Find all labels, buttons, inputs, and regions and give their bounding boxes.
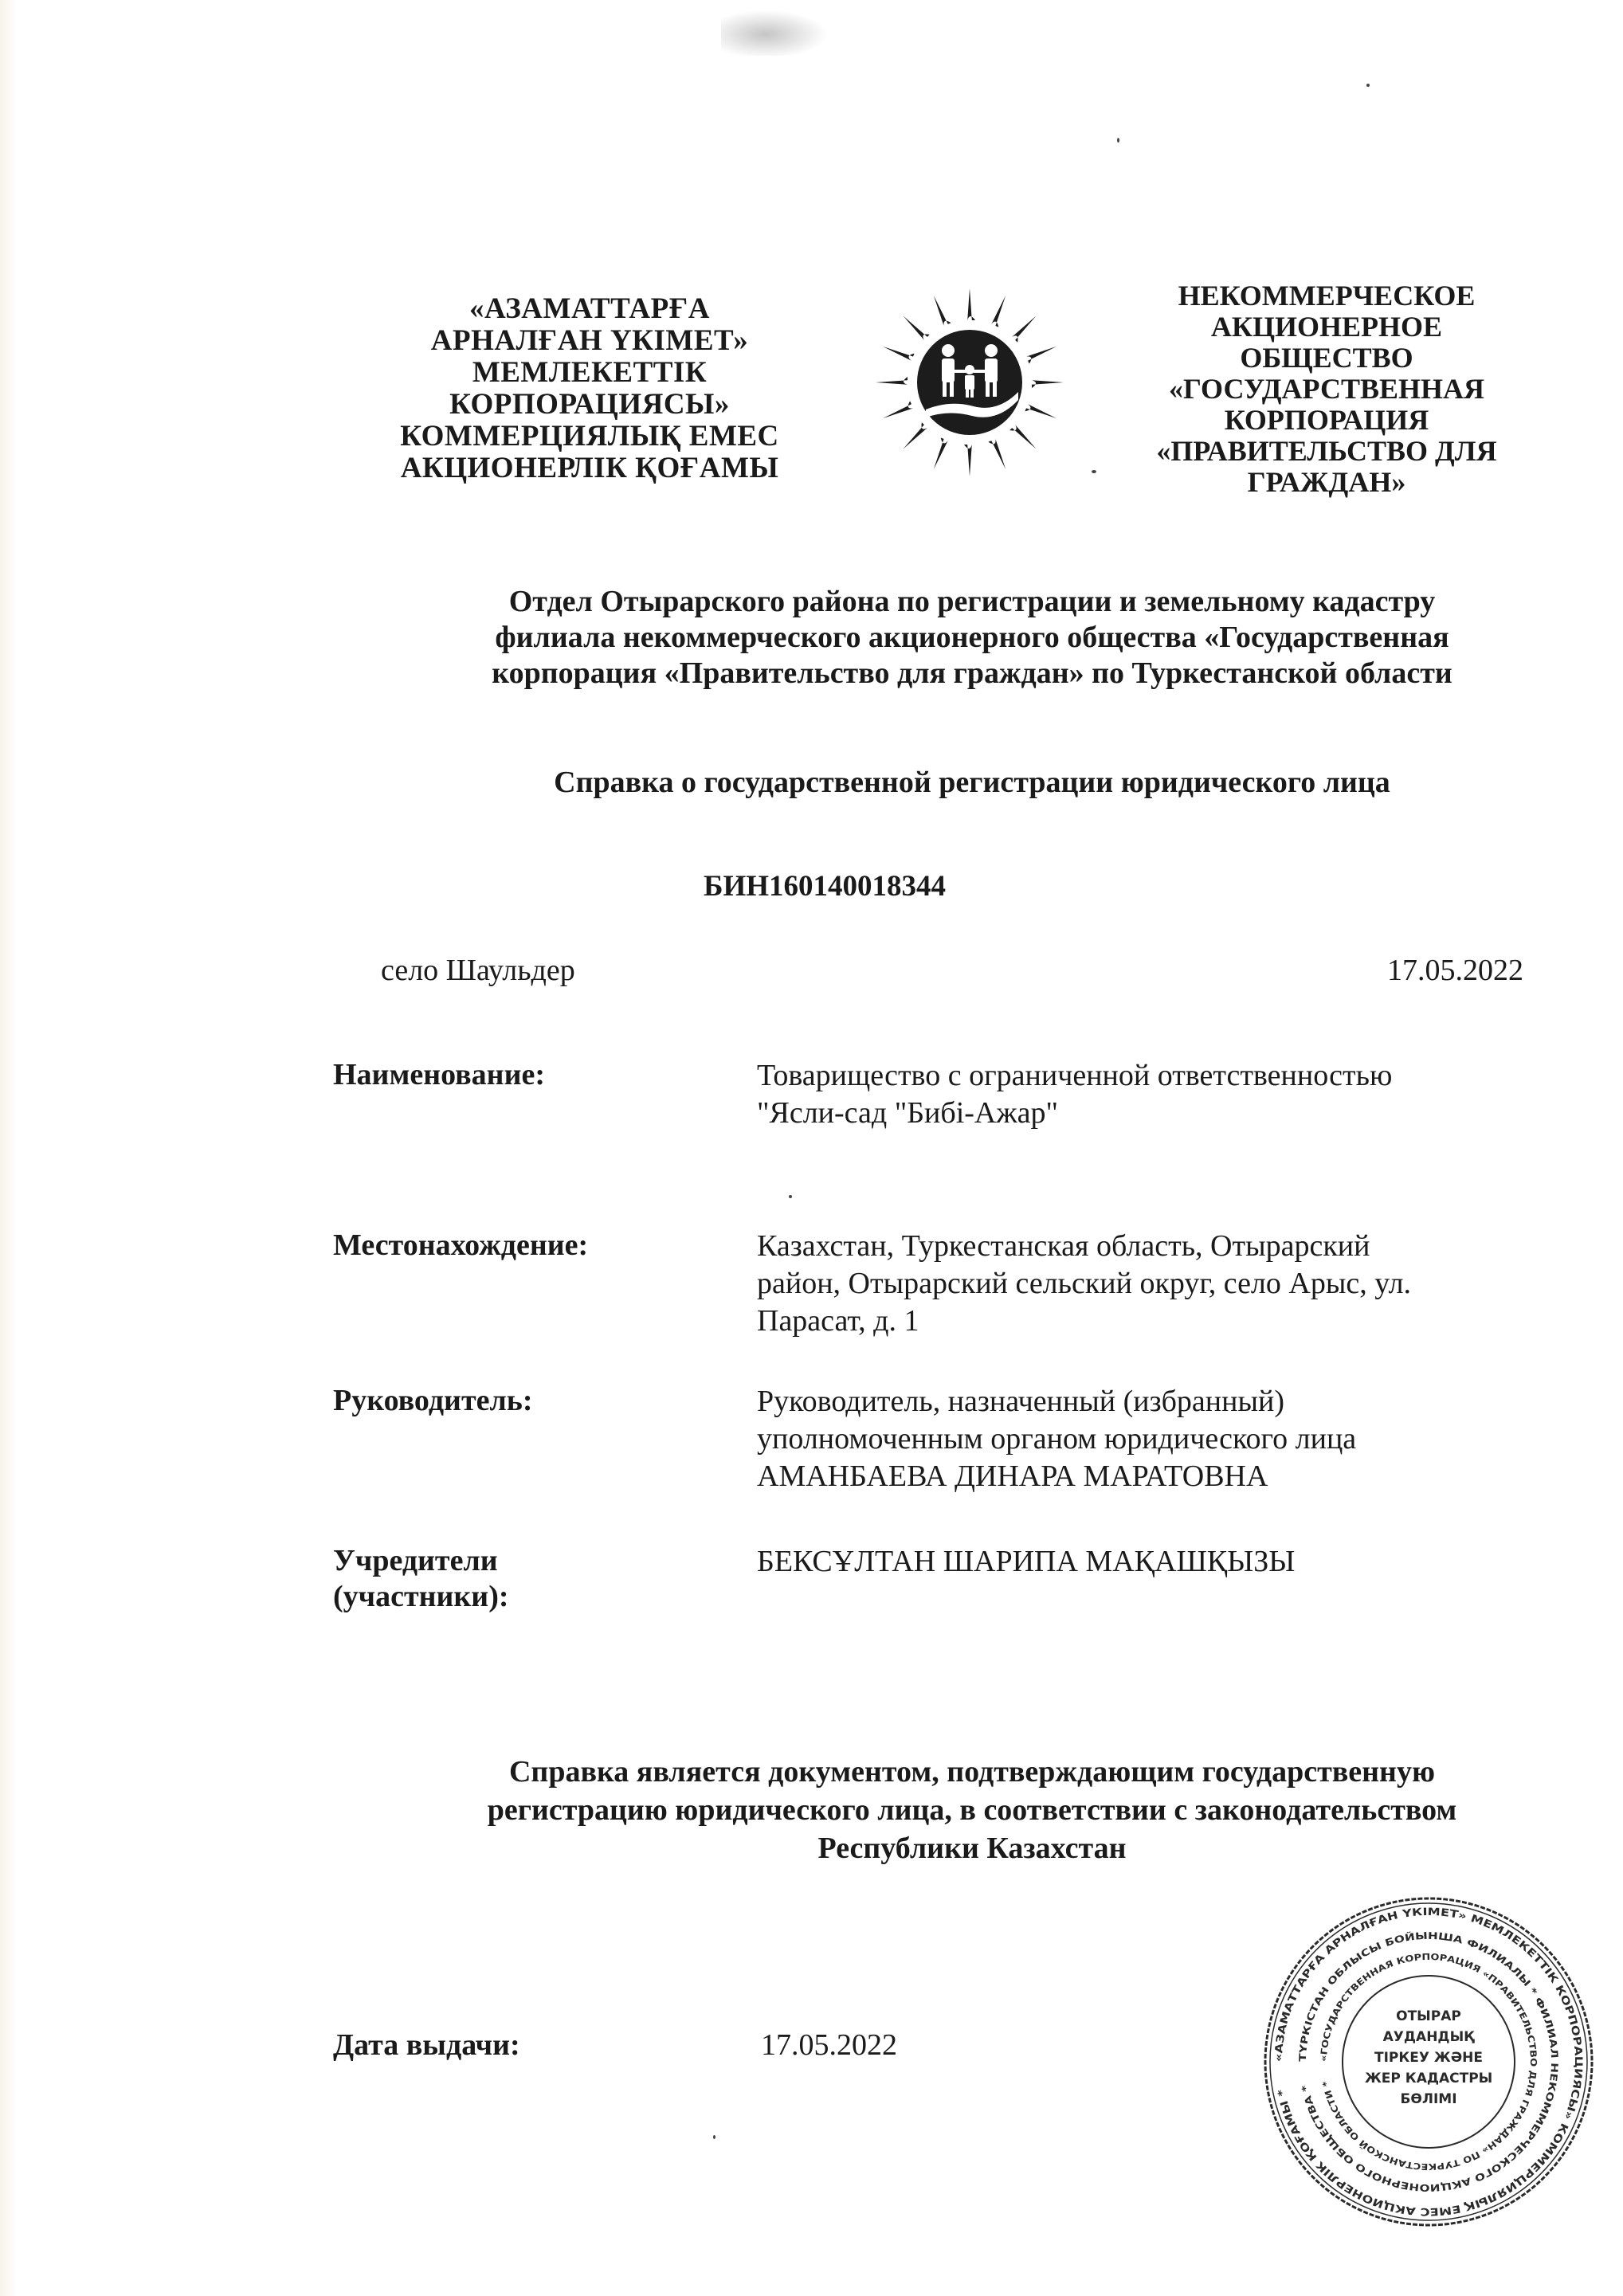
seal-middle-ring-text: ТҮРКІСТАН ОБЛЫСЫ БОЙЫНША ФИЛИАЛЫ * ФИЛИАЛ НЕКОММЕРЧЕСКОГО АКЦИОНЕРНОГО ОБЩЕСТВА * bbox=[1296, 1930, 1561, 2194]
issuing-department bbox=[183, 584, 1623, 692]
closing-line: Справка является документом, подтверждающим государственную bbox=[508, 1755, 1435, 1789]
header-line: «АЗАМАТТАРҒА bbox=[468, 292, 711, 325]
header-line: АКЦИОНЕРЛІК ҚОҒАМЫ bbox=[400, 452, 779, 484]
document-date: 17.05.2022 bbox=[1387, 954, 1523, 987]
seal-center-line: ЖЕР КАДАСТРЫ bbox=[1365, 2071, 1493, 2086]
sun-ray bbox=[934, 437, 948, 469]
field-label bbox=[333, 1543, 747, 1615]
department-line: корпорация «Правительство для граждан» по Туркестанской области bbox=[492, 656, 1452, 690]
scan-edge bbox=[0, 0, 18, 2296]
field-label: Местонахождение: bbox=[333, 1228, 589, 1262]
closing-line: регистрацию юридического лица, в соответствии с законодательством bbox=[487, 1793, 1457, 1827]
header-line: ОБЩЕСТВО bbox=[1240, 342, 1413, 374]
seal-center-line: БӨЛІМІ bbox=[1400, 2091, 1457, 2107]
header-russian-org-name bbox=[1111, 280, 1542, 498]
sun-ray bbox=[883, 347, 915, 361]
sun-ray bbox=[964, 445, 972, 476]
value-line: Товарищество с ограниченной ответственностью bbox=[757, 1059, 1393, 1092]
sun-ray bbox=[967, 288, 975, 320]
value-line: район, Отырарский сельский округ, село Арыс, ул. bbox=[757, 1267, 1412, 1300]
closing-line: Республики Казахстан bbox=[817, 1832, 1127, 1865]
issue-date-value: 17.05.2022 bbox=[761, 2028, 897, 2062]
scan-speck bbox=[1366, 84, 1370, 87]
value-line: Казахстан, Туркестанская область, Отырарский bbox=[757, 1229, 1370, 1263]
header-line: АКЦИОНЕРНОЕ bbox=[1210, 311, 1443, 343]
header-line: ГРАЖДАН» bbox=[1247, 466, 1406, 498]
seal-outer-ring-text: «АЗАМАТТАРҒА АРНАЛҒАН ҮКІМЕТ» МЕМЛЕКЕТТІК КОРПОРАЦИЯСЫ» КОММЕРЦИЯЛЫҚ ЕМЕС АКЦИОНЕРЛІК ҚОҒАМЫ * bbox=[1272, 1906, 1585, 2218]
field-label: Руководитель: bbox=[333, 1384, 533, 1417]
field-value bbox=[757, 1057, 1617, 1132]
sun-ray bbox=[991, 296, 1006, 327]
value-line: уполномоченным органом юридического лица bbox=[757, 1422, 1357, 1456]
sun-with-family-emblem-icon bbox=[870, 280, 1089, 484]
sun-ray bbox=[904, 422, 927, 449]
department-line: филиала некоммерческого акционерного общества «Государственная bbox=[495, 621, 1449, 654]
field-value bbox=[757, 1228, 1617, 1340]
closing-statement bbox=[183, 1753, 1623, 1867]
sun-ray bbox=[1026, 347, 1057, 364]
sun-ray bbox=[876, 377, 908, 385]
department-line: Отдел Отырарского района по регистрации и земельному кадастру bbox=[508, 585, 1436, 618]
seal-center-line: ОТЫРАР bbox=[1396, 2008, 1461, 2024]
label-line: (участники): bbox=[333, 1580, 509, 1613]
seal-center-line: ТІРКЕУ ЖӘНЕ bbox=[1374, 2050, 1483, 2066]
value-line: "Ясли-сад "Бибі-Ажар" bbox=[757, 1096, 1058, 1130]
place-of-issue: село Шаульдер bbox=[381, 954, 575, 987]
sun-ray bbox=[904, 316, 930, 340]
seal-center-text bbox=[1365, 2006, 1492, 2110]
scan-speck bbox=[713, 2135, 715, 2139]
value-line: Парасат, д. 1 bbox=[757, 1304, 919, 1338]
value-line: БЕКСҰЛТАН ШАРИПА МАҚАШҚЫЗЫ bbox=[757, 1545, 1296, 1578]
value-line: АМАНБАЕВА ДИНАРА МАРАТОВНА bbox=[757, 1459, 1268, 1493]
header-line: МЕМЛЕКЕТТІК bbox=[472, 356, 708, 389]
header-line: КОММЕРЦИЯЛЫҚ ЕМЕС bbox=[400, 420, 779, 453]
sun-ray bbox=[1025, 404, 1057, 418]
seal-inner-ring-text: «ГОСУДАРСТВЕННАЯ КОРПОРАЦИЯ «ПРАВИТЕЛЬСТВО ДЛЯ ГРАЖДАН» ПО ТУРКЕСТАНСКОЙ ОБЛАСТИ * bbox=[1318, 1951, 1539, 2173]
seal-center-line: АУДАНДЫҚ bbox=[1382, 2029, 1475, 2045]
value-line: Руководитель, назначенный (избранный) bbox=[757, 1385, 1284, 1418]
scan-smudge bbox=[721, 8, 833, 56]
sun-ray bbox=[883, 401, 913, 418]
header-line: КОРПОРАЦИЯ bbox=[1224, 404, 1429, 436]
field-label: Наименование: bbox=[333, 1058, 545, 1091]
header-kazakh-org-name bbox=[335, 293, 845, 484]
sun-ray bbox=[988, 439, 1006, 469]
issue-date-label: Дата выдачи: bbox=[333, 2028, 520, 2062]
header-line: «ГОСУДАРСТВЕННАЯ bbox=[1169, 373, 1484, 405]
sun-ray bbox=[1032, 380, 1064, 388]
header-line: «ПРАВИТЕЛЬСТВО ДЛЯ bbox=[1156, 435, 1497, 467]
sun-ray bbox=[1012, 316, 1036, 343]
certificate-title: Справка о государственной регистрации юридического лица bbox=[554, 766, 1390, 799]
bin-number: БИН160140018344 bbox=[703, 870, 947, 903]
scan-speck bbox=[1092, 470, 1096, 473]
header-line: НЕКОММЕРЧЕСКОЕ bbox=[1178, 280, 1476, 311]
sun-ray bbox=[1009, 425, 1036, 449]
field-value bbox=[757, 1543, 1617, 1581]
header-line: КОРПОРАЦИЯСЫ» bbox=[449, 388, 730, 421]
scan-speck bbox=[789, 1195, 792, 1198]
field-value bbox=[757, 1383, 1617, 1495]
header-line: АРНАЛҒАН ҮКІМЕТ» bbox=[430, 324, 749, 357]
sun-ray bbox=[934, 296, 951, 326]
scan-speck bbox=[1117, 138, 1119, 143]
label-line: Учредители bbox=[333, 1544, 498, 1577]
